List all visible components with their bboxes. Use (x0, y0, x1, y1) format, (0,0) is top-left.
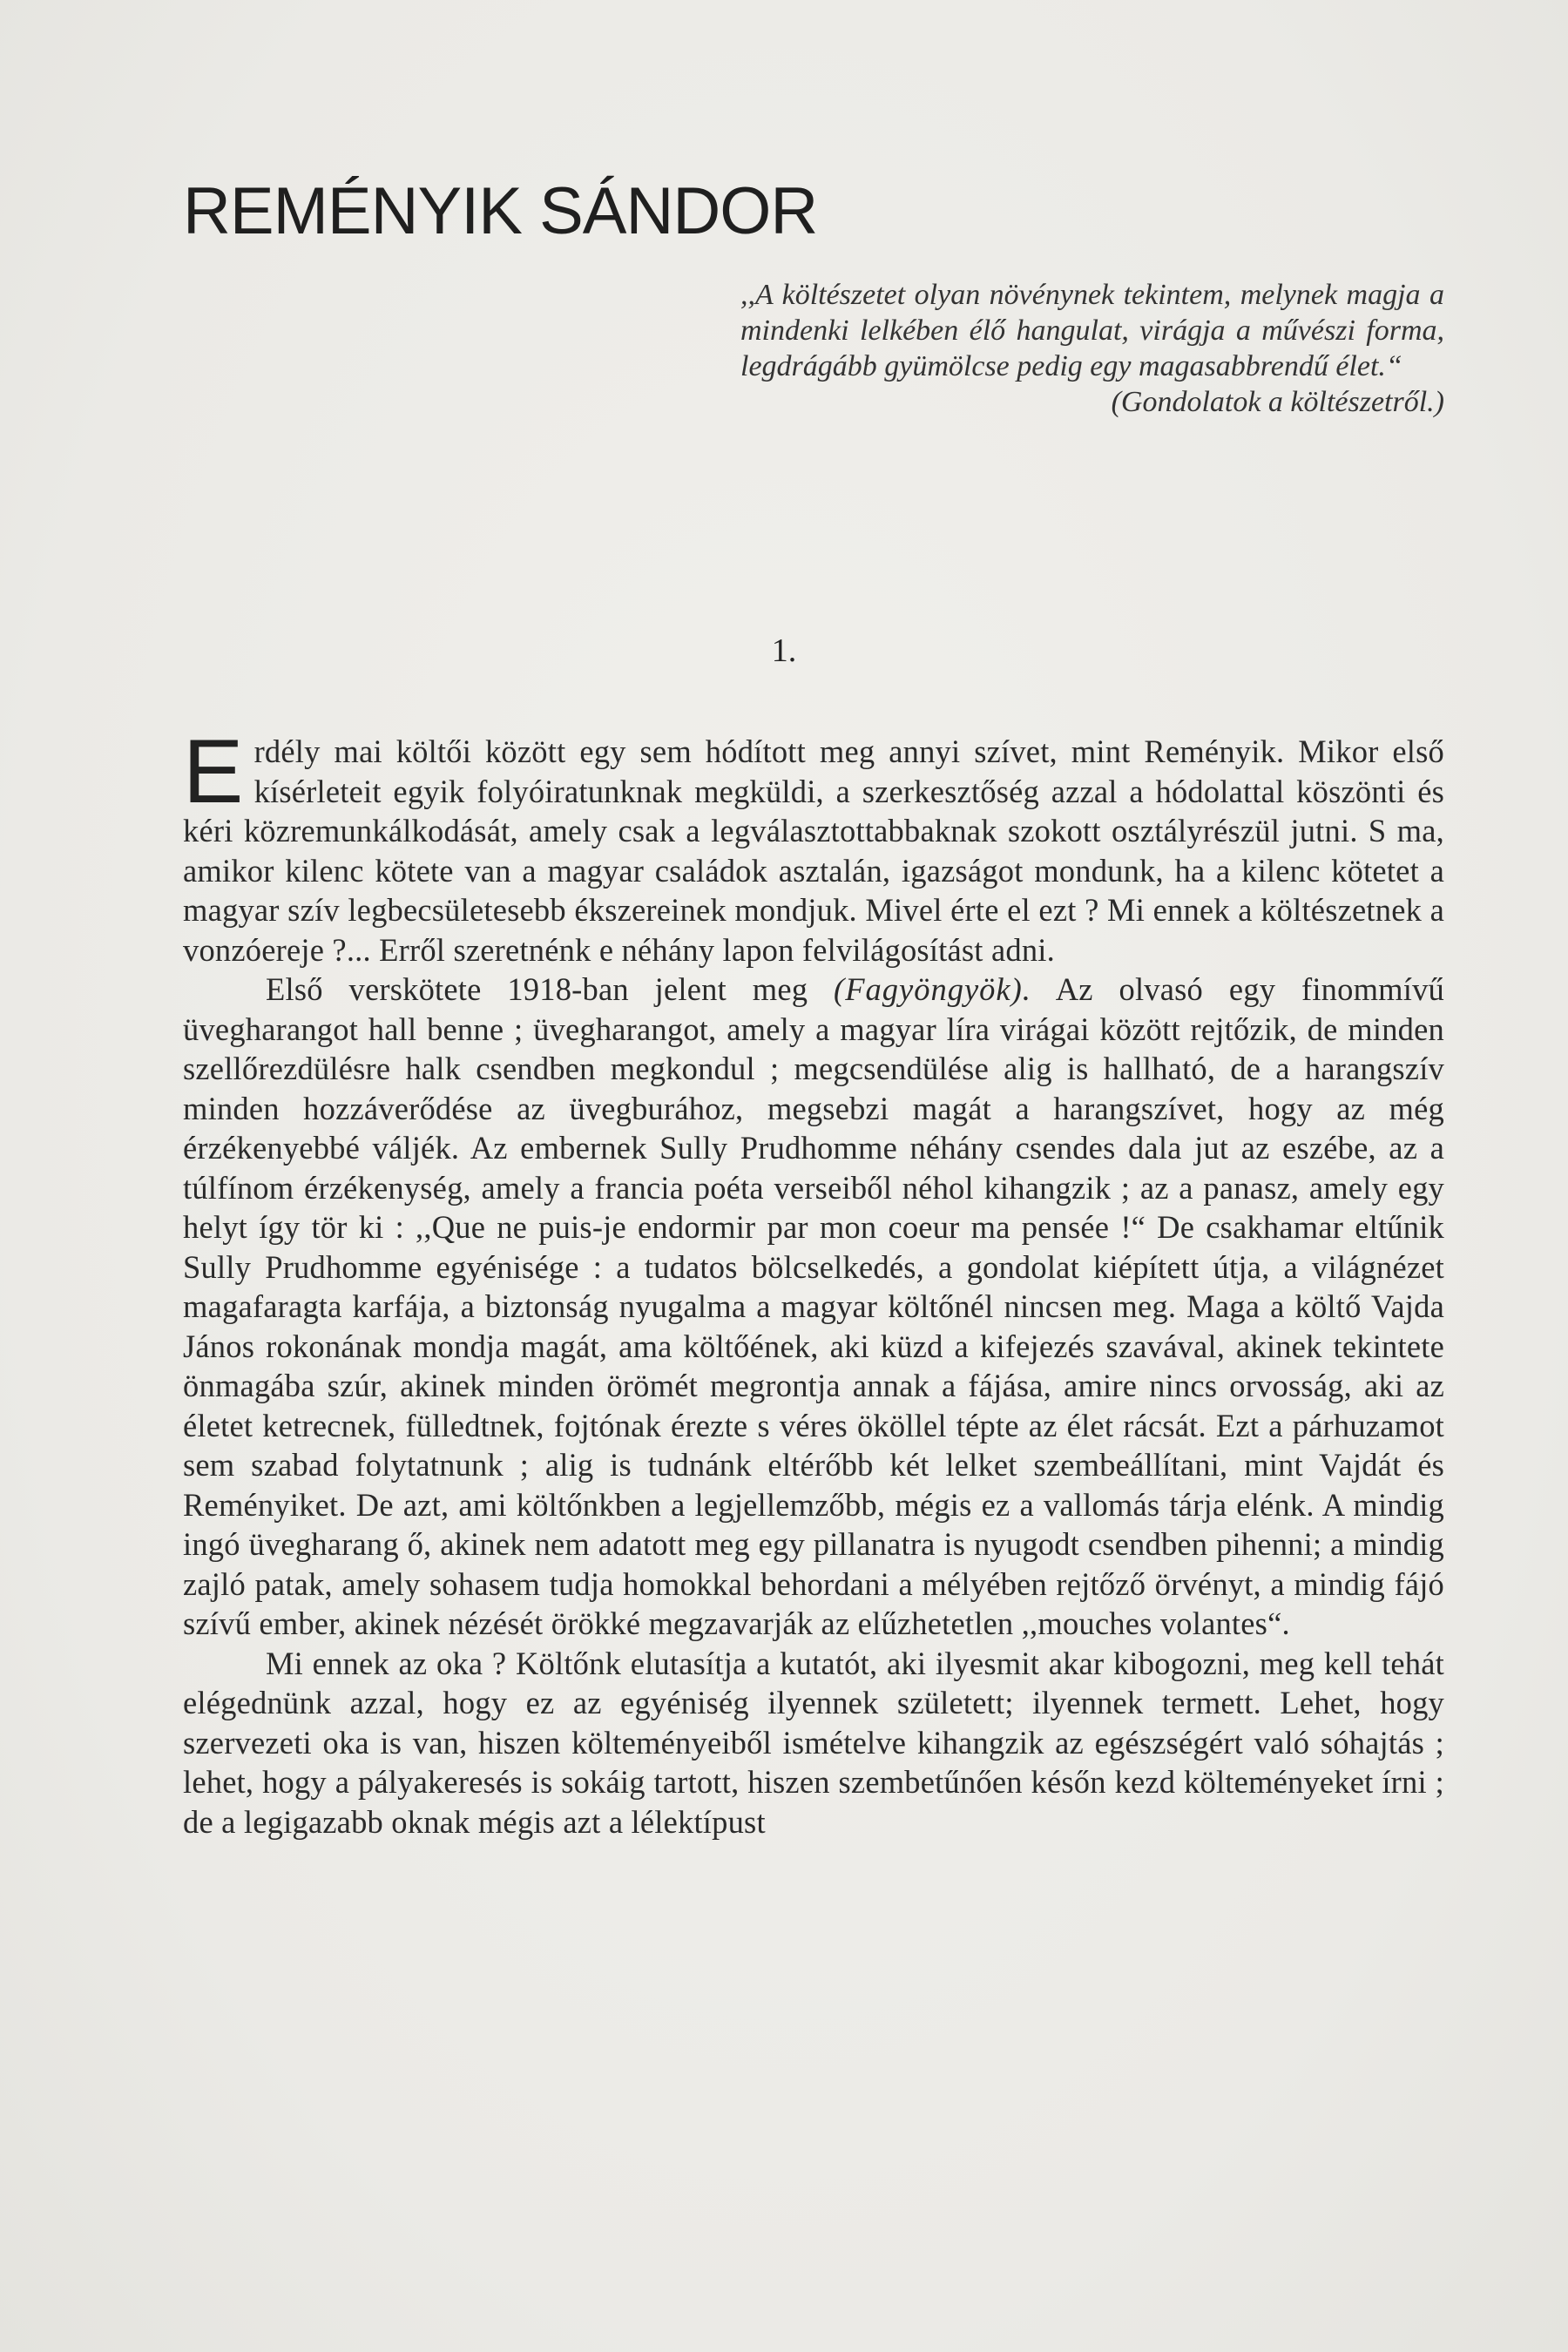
paragraph-1-text: rdély mai költői között egy sem hódított meg annyi szívet, mint Reményik. Mikor első kísérleteit egyik folyóiratunknak megküldi, a szerkesztőség azzal a hódolattal köszönti és kéri közremunkálkodását, amely csak a legválasztottabbaknak szokott osztályrészül jutni. S ma, amikor kilenc kötete van a magyar családok asztalán, igazságot mondunk, ha a kilenc kötetet a magyar szív legbecsületesebb ékszereinek mondjuk. Mivel érte el ezt ? Mi ennek a költészetnek a vonzóereje ?... Erről szeretnénk e néhány lapon felvilágosítást adni. (183, 733, 1444, 968)
book-title: (Fagyöngyök). (834, 971, 1031, 1007)
paragraph-3: Mi ennek az oka ? Költőnk elutasítja a kutatót, aki ilyesmit akar kibogozni, meg kell tehát elégednünk azzal, hogy ez az egyéniség ilyennek született; ilyennek termett. Lehet, hogy szervezeti oka is van, hiszen költeményeiből ismételve kihangzik az egészségért való sóhajtás ; lehet, hogy a pályakeresés is sokáig tartott, hiszen szembetűnően későn kezd költeményeket írni ; de a legigazabb oknak mégis azt a lélektípust (183, 1645, 1444, 1840)
epigraph-quote: ,,A költészetet olyan növénynek tekintem, melynek magja a mindenki lelkében élő hangulat, virágja a művészi forma, legdrágább gyümölcse pedig egy magasabbrendű élet.“ (740, 279, 1444, 382)
paragraph-2 (183, 970, 1444, 1644)
page-title: REMÉNYIK SÁNDOR (183, 174, 818, 248)
drop-cap: E (183, 721, 244, 822)
epigraph-source: (Gondolatok a költészetről.) (1111, 386, 1444, 418)
epigraph (740, 277, 1444, 420)
paragraph-2-text: Az olvasó egy finommívű üvegharangot hall benne ; üvegharangot, amely a magyar líra virágai között rejtőzik, de minden szellőrezdülésre halk csendben megkondul ; megcsendülése alig is hallható, de a harangszív minden hozzáverődése az üvegburához, megsebzi magát a harangszívet, hogy az még érzékenyebbé váljék. Az embernek Sully Prudhomme néhány csendes dala jut az eszébe, az a túlfínom érzékenység, amely a francia poéta verseiből néhol kihangzik ; az a panasz, amely egy helyt így tör ki : ,,Que ne puis-je endormir par mon coeur ma pensée !“ De csakhamar eltűnik Sully Prudhomme egyénisége : a tudatos bölcselkedés, a gondolat kiépített útja, a világnézet magafaragta karfája, a biztonság nyugalma a magyar költőnél nincsen meg. Maga a költő Vajda János rokonának mondja magát, ama költőének, aki küzd a kifejezés szavával, akinek tekintete önmagába szúr, akinek minden örömét megrontja annak a fájása, amire nincs orvosság, aki az életet ketrecnek, fülledtnek, fojtónak érezte s véres ököllel tépte az élet rácsát. Ezt a párhuzamot sem szabad folytatnunk ; alig is tudnánk eltérőbb két lelket szembeállítani, mint Vajdát és Reményiket. De azt, ami költőnkben a legjellemzőbb, mégis ez a vallomás tárja elénk. A mindig ingó üvegharang ő, akinek nem adatott meg egy pillanatra is nyugodt csendben pihenni; a mindig zajló patak, amely sohasem tudja homokkal behordani a mélyében rejtőző örvényt, a mindig fájó szívű ember, akinek nézését örökké megzavarják az elűzhetetlen ,,mouches volantes“. (183, 971, 1444, 1641)
paragraph-2-lead: Első verskötete 1918-ban jelent meg (266, 971, 835, 1007)
article-body (183, 721, 1444, 1842)
paragraph-1 (183, 721, 1444, 970)
section-number: 1. (771, 632, 797, 669)
